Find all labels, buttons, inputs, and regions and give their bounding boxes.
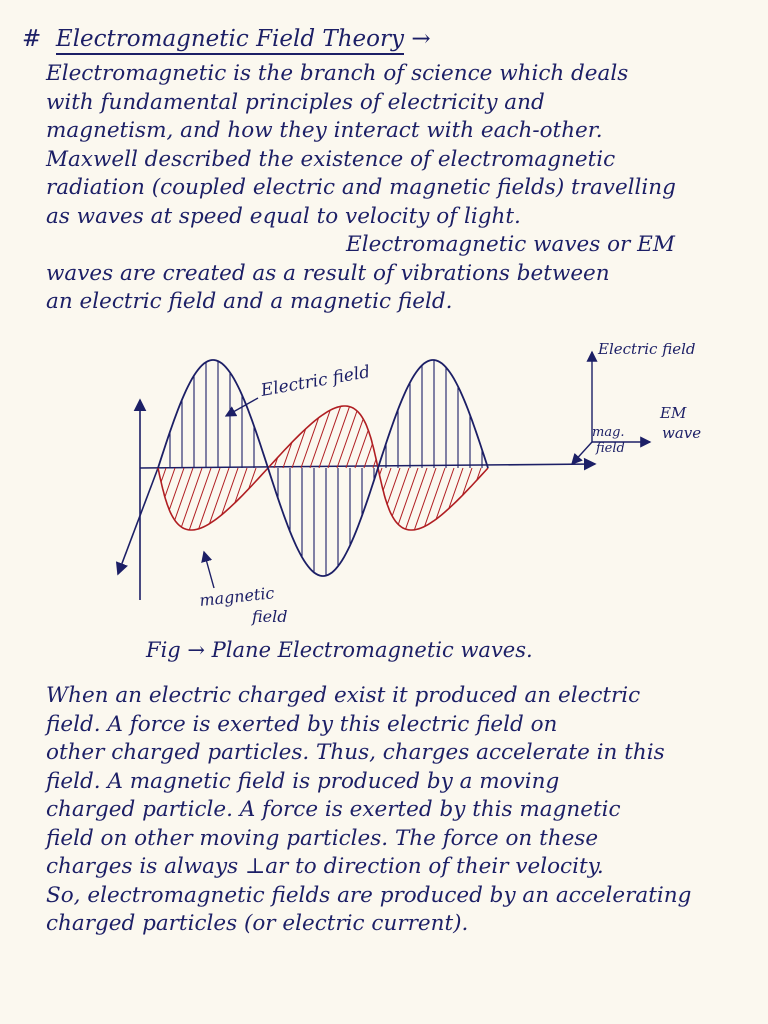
magnetic-vector [328,407,350,468]
legend-magnetic-label-1: mag. [592,425,625,440]
legend-em-label-2: wave [662,424,702,442]
magnetic-vector [346,419,363,468]
magnetic-vector [169,468,184,510]
text-line: other charged particles. Thus, charges accelerate in this [46,740,665,765]
heading-arrow: → [411,26,431,52]
text-line: charges is always ⊥ar to direction of their velocity. [46,854,604,879]
text-line: with fundamental principles of electricity and [46,89,545,115]
legend-magnetic-label-2: field [596,441,625,456]
magnetic-field-label-2: field [252,607,288,626]
magnetic-vector [165,468,175,497]
text-line: field on other moving particles. The force on these [46,825,599,851]
magnetic-vector [383,468,391,491]
magnetic-vector [175,468,193,520]
text-line: So, electromagnetic fields are produced by an accelerating [46,882,692,908]
magnetic-vector [398,468,418,524]
magnetic-vector [199,468,220,529]
text-line: an electric field and a magnetic field. [46,289,453,314]
magnetic-vector [310,410,330,468]
intro-paragraph [46,60,746,317]
text-line: field. A magnetic field is produced by a moving [46,768,560,794]
magnetic-vector [337,411,357,468]
propagation-axis [140,464,595,468]
explanation-paragraph [46,682,746,939]
magnetic-vector [406,468,427,529]
text-line: waves are created as a result of vibrations between [46,260,610,286]
magnetic-vector [392,468,409,516]
magnetic-label-pointer [204,552,214,588]
text-line: as waves at speed equal to velocity of light. [46,203,521,229]
magnetic-vector [181,468,202,527]
text-line: When an electric charged exist it produced an electric [46,683,641,708]
page-title: Electromagnetic Field Theory [56,26,404,55]
text-line: magnetism, and how they interact with each-other. [46,118,603,143]
text-line: Maxwell described the existence of electromagnetic [46,146,616,172]
magnetic-vector [161,468,166,482]
text-line: radiation (coupled electric and magnetic fields) travelling [46,175,676,200]
magnetic-vector [414,468,436,530]
electric-field-label: Electric field [259,362,372,401]
magnetic-vector [380,468,383,475]
text-line: charged particle. A force is exerted by this magnetic [46,797,621,822]
em-wave-diagram [0,330,768,640]
legend-magnetic-axis [572,442,592,464]
hash-marker: # [22,26,42,52]
text-line: field. A force is exerted by this electric field on [46,711,558,737]
magnetic-field-label-1: magnetic [198,583,276,610]
text-line: Electromagnetic is the branch of science which deals [46,61,629,86]
magnetic-vector [210,468,230,524]
text-line: Electromagnetic waves or EM [346,232,675,257]
figure-caption: Fig → Plane Electromagnetic waves. [146,638,533,662]
magnetic-vector [364,444,372,468]
legend-electric-label: Electric field [598,340,696,358]
text-line: charged particles (or electric current). [46,911,469,936]
legend-em-label-1: EM [660,404,687,422]
page-heading [22,26,431,52]
depth-axis [118,468,158,574]
magnetic-vector [425,468,445,526]
magnetic-vector [189,468,211,530]
